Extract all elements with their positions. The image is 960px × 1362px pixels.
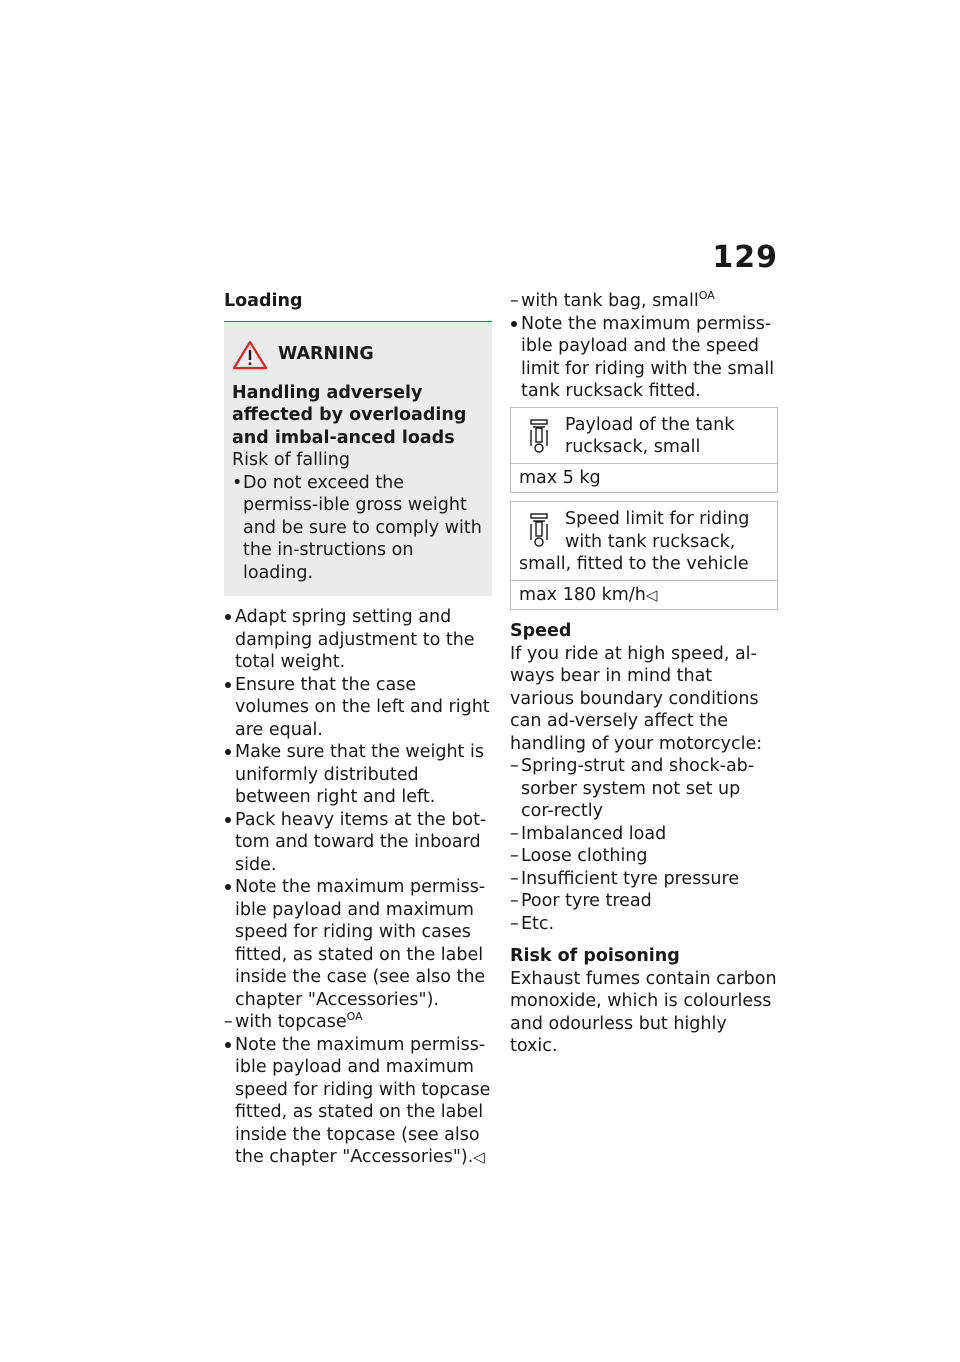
loading-bullet-1: Adapt spring setting and damping adjustment to the total weight. — [224, 606, 492, 674]
loading-bullet-3: Make sure that the weight is uniformly distributed between right and left. — [224, 741, 492, 809]
left-column — [224, 290, 492, 1169]
end-of-section-icon: ◁ — [645, 585, 658, 604]
loading-bullet-2: Ensure that the case volumes on the left and right are equal. — [224, 674, 492, 742]
warning-instruction: • Do not exceed the permiss-ible gross weight and be sure to comply with the in-structions on loading. — [232, 472, 484, 585]
optional-accessory-mark: OA — [346, 1010, 363, 1023]
poisoning-paragraph: Exhaust fumes contain carbon monoxide, which is colourless and odourless but highly toxic. — [510, 968, 777, 1056]
suspension-strut-icon — [527, 418, 551, 454]
warning-title: WARNING — [278, 344, 374, 365]
spec-table-speed-limit — [510, 501, 778, 610]
warning-risk: Risk of falling — [232, 450, 350, 470]
spec-table-header — [511, 502, 777, 581]
warning-box — [224, 322, 492, 597]
tankbag-condition: – with tank bag, small$^{OA}$ — [510, 290, 778, 313]
section-heading-speed: Speed — [510, 621, 572, 641]
speed-item-3: – Loose clothing — [510, 845, 778, 868]
warning-triangle-icon — [232, 340, 268, 370]
spec-table-label: Speed limit for riding with tank rucksack, small, fitted to the vehicle — [519, 509, 750, 574]
right-column — [510, 290, 778, 1058]
optional-accessory-mark: OA — [698, 289, 715, 302]
speed-item-4: – Insufficient tyre pressure — [510, 868, 778, 891]
speed-paragraph: If you ride at high speed, al-ways bear in mind that various boundary conditions can ad-versely affect the handling of your motorcycle: — [510, 643, 763, 754]
spec-table-value: max 5 kg — [519, 467, 601, 488]
loading-bullet-5: Note the maximum permiss-ible payload and maximum speed for riding with cases fitted, as stated on the label inside the case (see also the chapter "Accessories"). — [224, 876, 492, 1011]
speed-item-2: – Imbalanced load — [510, 823, 778, 846]
section-heading-poisoning: Risk of poisoning — [510, 946, 680, 966]
tankbag-bullet: Note the maximum permiss-ible payload and the speed limit for riding with the small tank rucksack fitted. — [510, 313, 778, 403]
warning-header — [232, 340, 484, 370]
warning-subtitle: Handling adversely affected by overloading and imbal-anced loads — [232, 382, 467, 448]
speed-item-5: – Poor tyre tread — [510, 890, 778, 913]
end-of-section-icon: ◁ — [473, 1148, 485, 1166]
spec-table-label: Payload of the tank rucksack, small — [565, 414, 735, 457]
spec-table-payload — [510, 407, 778, 494]
page-number: 129 — [712, 240, 778, 275]
suspension-strut-icon — [527, 512, 551, 548]
speed-item-1: – Spring-strut and shock-ab-sorber system not set up cor-rectly — [510, 755, 778, 823]
topcase-bullet: Note the maximum permiss-ible payload and maximum speed for riding with topcase fitted, as stated on the label inside the topcase (see also the chapter "Accessories").◁ — [224, 1034, 492, 1169]
spec-table-value: max 180 km/h◁ — [519, 584, 658, 605]
spec-table-header — [511, 408, 777, 464]
topcase-condition: – with topcase$^{OA}$ — [224, 1011, 492, 1034]
loading-bullet-4: Pack heavy items at the bot-tom and toward the inboard side. — [224, 809, 492, 877]
section-heading-loading: Loading — [224, 291, 303, 311]
speed-item-6: – Etc. — [510, 913, 778, 936]
